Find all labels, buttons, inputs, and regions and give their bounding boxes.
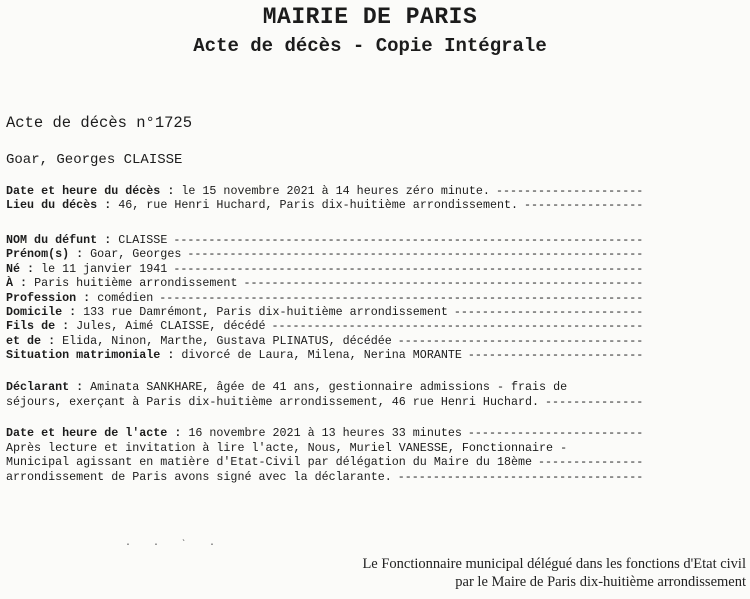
defunt-situation-label: Situation matrimoniale : — [6, 348, 175, 363]
defunt-ne-value: le 11 janvier 1941 — [41, 261, 168, 276]
defunt-situation-value: divorcé de Laura, Milena, Nerina MORANTE — [181, 348, 462, 363]
filler-dashes — [545, 395, 642, 410]
signature-footer — [362, 555, 746, 591]
defunt-etde-label: et de : — [6, 333, 56, 348]
filler-dashes — [187, 247, 642, 261]
deces-lieu-label: Lieu du décès : — [6, 198, 112, 213]
deces-section — [6, 184, 642, 213]
defunt-ne-row — [6, 262, 642, 276]
declarant-line-2 — [6, 395, 642, 410]
defunt-etde-row — [6, 334, 642, 348]
filler-dashes — [398, 334, 642, 348]
declarant-line1: Aminata SANKHARE, âgée de 41 ans, gestionnaire admissions - frais de — [90, 380, 568, 394]
filler-dashes — [496, 184, 642, 198]
deces-date-row — [6, 184, 642, 198]
filler-dashes — [173, 233, 642, 247]
defunt-nom-label: NOM du défunt : — [6, 233, 112, 247]
declarant-section — [6, 380, 642, 409]
filler-dashes — [468, 348, 642, 362]
acte-date-section — [6, 426, 642, 484]
filler-dashes — [524, 198, 642, 212]
filler-dashes — [272, 319, 642, 333]
acte-date-line2: Après lecture et invitation à lire l'acte, Nous, Muriel VANESSE, Fonctionnaire - — [6, 440, 568, 455]
acte-date-line-4 — [6, 470, 642, 485]
defunt-a-row — [6, 276, 642, 290]
page-title: MAIRIE DE PARIS — [262, 4, 478, 30]
deces-date-value: le 15 novembre 2021 à 14 heures zéro minute. — [181, 184, 490, 198]
filler-dashes — [538, 455, 642, 470]
deces-date-label: Date et heure du décès : — [6, 184, 175, 198]
acte-date-line4: arrondissement de Paris avons signé avec la déclarante. — [6, 469, 392, 484]
defunt-domicile-row — [6, 305, 642, 319]
acte-date-line3: Municipal agissant en matière d'Etat-Civil par délégation du Maire du 18ème — [6, 455, 533, 470]
defunt-section — [6, 233, 642, 363]
defunt-prenom-row — [6, 247, 642, 261]
acte-number: Acte de décès n°1725 — [6, 114, 193, 132]
defunt-ne-label: Né : — [6, 261, 35, 276]
filler-dashes — [159, 291, 642, 305]
footer-line-1: Le Fonctionnaire municipal délégué dans les fonctions d'Etat civil — [362, 556, 746, 572]
filler-dashes — [468, 426, 642, 441]
filler-dashes — [398, 470, 642, 485]
defunt-a-label: À : — [6, 276, 28, 291]
acte-date-label: Date et heure de l'acte : — [6, 426, 182, 440]
defunt-domicile-label: Domicile : — [6, 305, 77, 320]
declarant-label: Déclarant : — [6, 380, 84, 394]
acte-date-value: 16 novembre 2021 à 13 heures 33 minutes — [188, 426, 462, 440]
defunt-a-value: Paris huitième arrondissement — [34, 276, 238, 291]
defunt-nom-value: CLAISSE — [118, 233, 168, 247]
deces-lieu-row — [6, 198, 642, 212]
defunt-situation-row — [6, 348, 642, 362]
deces-lieu-value: 46, rue Henri Huchard, Paris dix-huitième arrondissement. — [118, 198, 519, 213]
person-name: Goar, Georges CLAISSE — [6, 152, 183, 168]
declarant-line2: séjours, exerçant à Paris dix-huitième arrondissement, 46 rue Henri Huchard. — [6, 394, 540, 409]
defunt-prenom-label: Prénom(s) : — [6, 247, 84, 262]
defunt-profession-value: comédien — [97, 290, 154, 305]
acte-date-line-2 — [6, 441, 642, 456]
scan-specks: · · ˋ · — [125, 540, 224, 551]
defunt-etde-value: Elida, Ninon, Marthe, Gustava PLINATUS, décédée — [62, 333, 392, 348]
filler-dashes — [454, 305, 642, 319]
footer-line-2: par le Maire de Paris dix-huitième arrondissement — [455, 574, 746, 590]
page-subtitle: Acte de décès - Copie Intégrale — [193, 35, 547, 57]
defunt-fils-row — [6, 319, 642, 333]
filler-dashes — [243, 276, 642, 290]
defunt-domicile-value: 133 rue Damrémont, Paris dix-huitième arrondissement — [83, 305, 448, 320]
defunt-prenom-value: Goar, Georges — [90, 247, 182, 262]
defunt-nom-row — [6, 233, 642, 247]
defunt-fils-label: Fils de : — [6, 319, 70, 334]
filler-dashes — [173, 262, 642, 276]
defunt-profession-row — [6, 291, 642, 305]
acte-date-line-1 — [6, 426, 642, 441]
declarant-line-1 — [6, 380, 642, 395]
defunt-profession-label: Profession : — [6, 290, 91, 305]
defunt-fils-value: Jules, Aimé CLAISSE, décédé — [76, 319, 266, 334]
acte-date-line-3 — [6, 455, 642, 470]
